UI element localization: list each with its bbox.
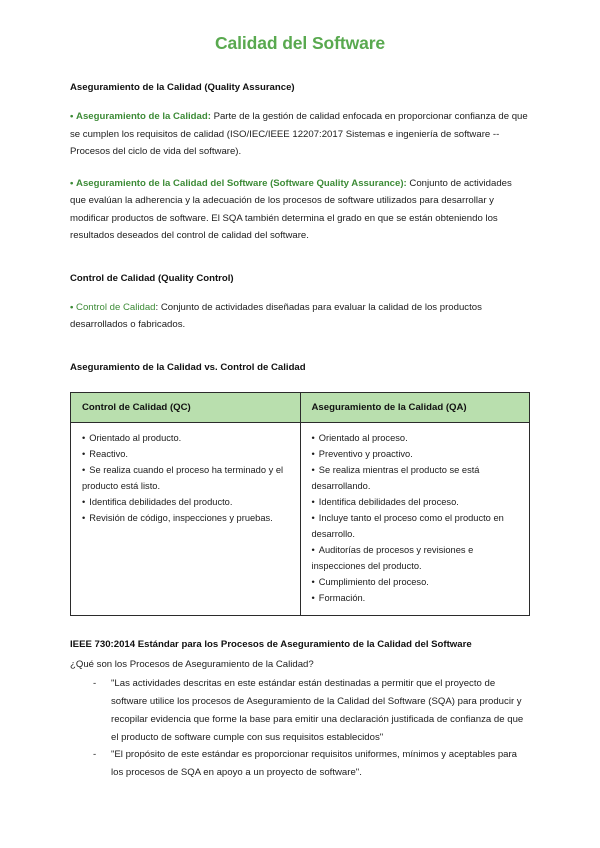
paragraph-sqa-definition	[70, 175, 530, 245]
table-header-qa: Aseguramiento de la Calidad (QA)	[300, 393, 530, 423]
list-item-label: Auditorías de procesos y revisiones e inspecciones del producto.	[311, 545, 474, 572]
paragraph-qa-definition	[70, 108, 530, 160]
qc-definition-text: : Conjunto de actividades diseñadas para evaluar la calidad de los productos desarrollados o fabricados.	[70, 302, 482, 331]
list-item	[312, 431, 520, 447]
sqa-definition-text: Conjunto de actividades que evalúan la adherencia y la adecuación de los procesos de software utilizados para desarrollar y modificar productos de software. El SQA también determina el grado en que se están obteniendo los resultados deseados del control de calidad del software.	[70, 177, 512, 242]
table-cell-qa	[300, 423, 530, 616]
bullet-icon: •	[82, 497, 86, 508]
list-item	[312, 511, 520, 543]
qa-definition-text: Parte de la gestión de calidad enfocada en proporcionar confianza de que se cumplen los requisitos de calidad (ISO/IEC/IEEE 12207:2017 Sistemas e ingeniería de software -- Procesos del ciclo de vida del software).	[70, 111, 528, 158]
bullet-icon: •	[311, 465, 315, 476]
table-cell-qc	[71, 423, 301, 616]
page-title: Calidad del Software	[214, 33, 386, 53]
list-item-label: Identifica debilidades del producto.	[89, 497, 233, 508]
bullet-icon: •	[311, 449, 315, 460]
list-item-label: Orientado al proceso.	[318, 433, 408, 444]
qc-definition-label: Control de Calidad	[76, 302, 156, 314]
list-item	[70, 675, 530, 746]
list-item-label: "Las actividades descritas en este estándar están destinadas a permitir que el proyecto de software utilice los procesos de Aseguramiento de la Calidad del Software (SQA) para producir y recopilar evidencia que forme la base para emitir una declaración justificada de confianza de que el producto de software cumple con sus requisitos establecidos"	[111, 678, 524, 743]
bullet-icon: •	[311, 497, 315, 508]
list-item-label: Identifica debilidades del proceso.	[318, 497, 459, 508]
list-item	[82, 431, 290, 447]
table-header-qc: Control de Calidad (QC)	[71, 393, 301, 423]
bullet-icon: •	[82, 465, 86, 476]
bullet-icon: •	[82, 513, 86, 524]
bullet-icon: •	[311, 577, 315, 588]
bullet-icon: •	[70, 111, 74, 123]
dash-icon: -	[93, 678, 97, 690]
list-item-label: Revisión de código, inspecciones y pruebas.	[89, 513, 273, 524]
list-item	[312, 575, 520, 591]
list-item-label: Formación.	[318, 593, 366, 604]
list-item-label: Incluye tanto el proceso como el producto en desarrollo.	[311, 513, 504, 540]
list-item	[82, 463, 290, 495]
qa-definition-label: Aseguramiento de la Calidad:	[76, 111, 211, 123]
qa-bullet-list	[312, 431, 520, 607]
comparison-table	[70, 392, 530, 616]
list-item	[312, 495, 520, 511]
list-item	[312, 447, 520, 463]
bullet-icon: •	[82, 433, 86, 444]
list-item-label: Reactivo.	[89, 449, 129, 460]
list-item-label: "El propósito de este estándar es proporcionar requisitos uniformes, mínimos y aceptables para los procesos de SQA en apoyo a un proyecto de software".	[111, 749, 518, 778]
list-item-label: Orientado al producto.	[89, 433, 182, 444]
ieee-question: ¿Qué son los Procesos de Aseguramiento de la Calidad?	[70, 659, 314, 671]
table-header-row	[71, 393, 530, 423]
heading-quality-control: Control de Calidad (Quality Control)	[70, 272, 234, 284]
heading-ieee-730: IEEE 730:2014 Estándar para los Procesos de Aseguramiento de la Calidad del Software	[70, 639, 472, 651]
bullet-icon: •	[311, 593, 315, 604]
sqa-definition-label: Aseguramiento de la Calidad del Software (Software Quality Assurance):	[76, 177, 407, 189]
list-item	[312, 543, 520, 575]
list-item-label: Se realiza cuando el proceso ha terminado y el producto está listo.	[82, 465, 284, 492]
bullet-icon: •	[70, 302, 74, 314]
list-item	[312, 591, 520, 607]
list-item	[82, 447, 290, 463]
list-item	[70, 746, 530, 781]
bullet-icon: •	[82, 449, 86, 460]
bullet-icon: •	[311, 513, 315, 524]
bullet-icon: •	[311, 545, 315, 556]
paragraph-qc-definition	[70, 299, 530, 334]
dash-icon: -	[93, 749, 97, 761]
heading-comparison: Aseguramiento de la Calidad vs. Control de Calidad	[70, 361, 306, 373]
list-item	[312, 463, 520, 495]
list-item	[82, 495, 290, 511]
heading-quality-assurance: Aseguramiento de la Calidad (Quality Assurance)	[70, 82, 295, 93]
ieee-quote-list	[70, 675, 530, 781]
bullet-icon: •	[311, 433, 315, 444]
qc-bullet-list	[82, 431, 290, 527]
list-item-label: Cumplimiento del proceso.	[318, 577, 429, 588]
table-row	[71, 423, 530, 616]
list-item	[82, 511, 290, 527]
bullet-icon: •	[70, 177, 74, 189]
list-item-label: Se realiza mientras el producto se está desarrollando.	[311, 465, 480, 492]
list-item-label: Preventivo y proactivo.	[318, 449, 413, 460]
